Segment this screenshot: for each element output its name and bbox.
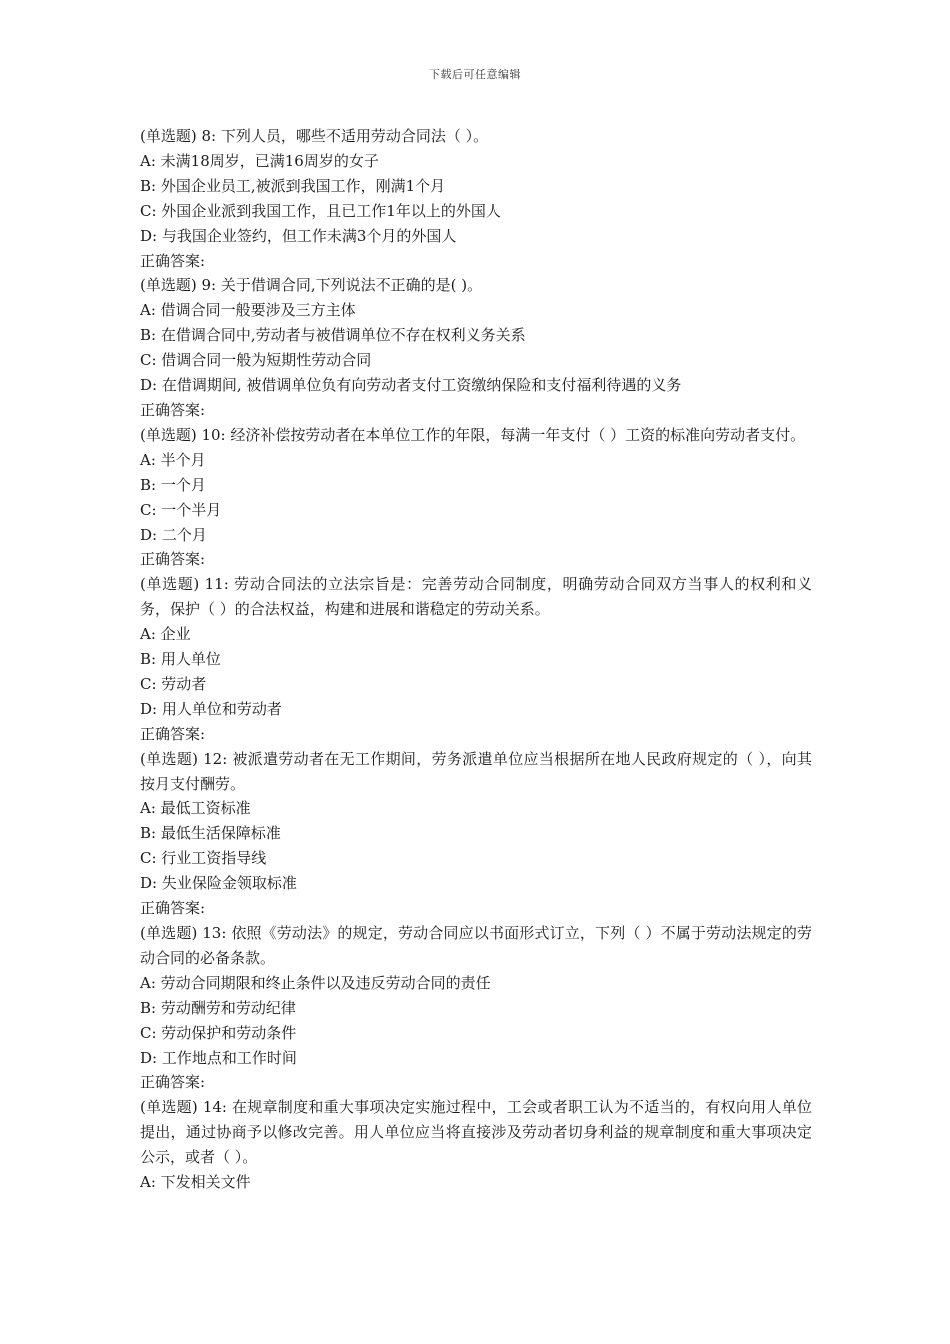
question-prompt: (单选题) 13: 依照《劳动法》的规定，劳动合同应以书面形式订立，下列（ ）不属于劳动法规定的劳动合同的必备条款。 bbox=[140, 924, 812, 967]
option-a: A: 下发相关文件 bbox=[140, 1173, 251, 1192]
option-b: B: 在借调合同中,劳动者与被借调单位不存在权利义务关系 bbox=[140, 326, 526, 345]
option-b: B: 最低生活保障标准 bbox=[140, 824, 281, 843]
question-list bbox=[140, 124, 812, 1195]
option-d: D: 在借调期间, 被借调单位负有向劳动者支付工资缴纳保险和支付福利待遇的义务 bbox=[140, 376, 682, 395]
answer-label: 正确答案: bbox=[140, 400, 206, 419]
option-d: D: 失业保险金领取标准 bbox=[140, 874, 297, 893]
option-d: D: 二个月 bbox=[140, 525, 207, 544]
option-c: C: 外国企业派到我国工作，且已工作1年以上的外国人 bbox=[140, 201, 501, 220]
option-d: D: 用人单位和劳动者 bbox=[140, 699, 282, 718]
option-c: C: 一个半月 bbox=[140, 500, 222, 519]
option-d: D: 工作地点和工作时间 bbox=[140, 1048, 297, 1067]
option-a: A: 半个月 bbox=[140, 450, 206, 469]
option-b: B: 外国企业员工,被派到我国工作，刚满1个月 bbox=[140, 176, 446, 195]
question-block bbox=[140, 124, 812, 273]
option-a: A: 企业 bbox=[140, 625, 191, 644]
question-prompt: (单选题) 8: 下列人员，哪些不适用劳动合同法（ ）。 bbox=[140, 127, 489, 145]
option-a: A: 最低工资标准 bbox=[140, 799, 251, 818]
answer-label: 正确答案: bbox=[140, 550, 206, 569]
question-block bbox=[140, 1095, 812, 1195]
option-a: A: 劳动合同期限和终止条件以及违反劳动合同的责任 bbox=[140, 973, 491, 992]
question-block bbox=[140, 423, 812, 572]
answer-label: 正确答案: bbox=[140, 251, 206, 270]
question-block bbox=[140, 747, 812, 921]
question-prompt: (单选题) 9: 关于借调合同,下列说法不正确的是( )。 bbox=[140, 276, 483, 295]
option-a: A: 未满18周岁，已满16周岁的女子 bbox=[140, 151, 379, 170]
option-b: B: 一个月 bbox=[140, 475, 206, 494]
option-b: B: 用人单位 bbox=[140, 650, 221, 669]
answer-label: 正确答案: bbox=[140, 724, 206, 743]
option-d: D: 与我国企业签约，但工作未满3个月的外国人 bbox=[140, 226, 457, 245]
option-a: A: 借调合同一般要涉及三方主体 bbox=[140, 301, 356, 320]
option-b: B: 劳动酬劳和劳动纪律 bbox=[140, 998, 296, 1017]
answer-label: 正确答案: bbox=[140, 1073, 206, 1092]
question-prompt: (单选题) 10: 经济补偿按劳动者在本单位工作的年限，每满一年支付（ ）工资的标准向劳动者支付。 bbox=[140, 425, 806, 444]
page-header: 下载后可任意编辑 bbox=[429, 68, 521, 81]
question-prompt: (单选题) 14: 在规章制度和重大事项决定实施过程中，工会或者职工认为不适当的，有权向用人单位提出，通过协商予以修改完善。用人单位应当将直接涉及劳动者切身利益的规章制度和重大事项决定公示，或者（ ）。 bbox=[140, 1098, 812, 1167]
option-c: C: 行业工资指导线 bbox=[140, 849, 267, 868]
question-block bbox=[140, 572, 812, 746]
question-prompt: (单选题) 12: 被派遣劳动者在无工作期间，劳务派遣单位应当根据所在地人民政府规定的（ ），向其按月支付酬劳。 bbox=[140, 749, 812, 793]
answer-label: 正确答案: bbox=[140, 899, 206, 918]
question-block bbox=[140, 921, 812, 1095]
option-c: C: 借调合同一般为短期性劳动合同 bbox=[140, 351, 372, 370]
question-prompt: (单选题) 11: 劳动合同法的立法宗旨是：完善劳动合同制度，明确劳动合同双方当事人的权利和义务，保护（ ）的合法权益，构建和进展和谐稳定的劳动关系。 bbox=[140, 575, 812, 619]
question-block bbox=[140, 273, 812, 422]
option-c: C: 劳动者 bbox=[140, 674, 207, 693]
option-c: C: 劳动保护和劳动条件 bbox=[140, 1023, 297, 1042]
